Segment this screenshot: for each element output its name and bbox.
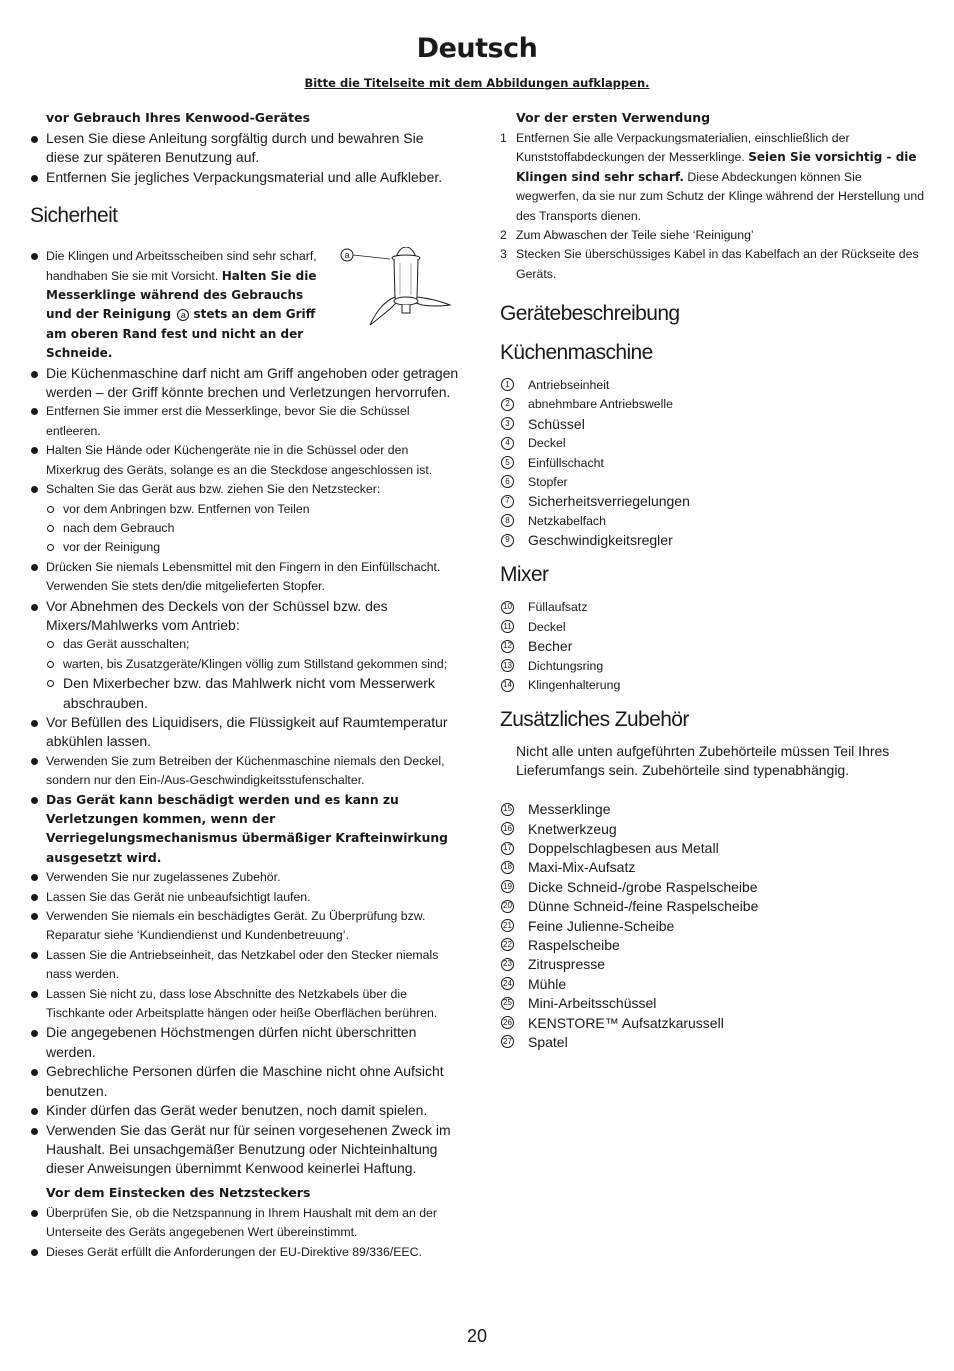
list-item bbox=[500, 637, 925, 656]
part-label: Netzkabelfach bbox=[528, 513, 606, 528]
list-item: Entfernen Sie immer erst die Messerklinge, bevor Sie die Schüssel entleeren. bbox=[30, 402, 460, 441]
page-title: Deutsch bbox=[416, 33, 538, 64]
list-item: Dieses Gerät erfüllt die Anforderungen der EU-Direktive 89/336/EEC. bbox=[30, 1243, 460, 1262]
part-label: Becher bbox=[528, 638, 573, 655]
list-item bbox=[500, 511, 925, 530]
blade-icon bbox=[340, 247, 460, 333]
part-number: 21 bbox=[501, 919, 514, 932]
list-item: Verwenden Sie zum Betreiben der Küchenmaschine niemals den Deckel, sondern nur den Ein-/Aus-Geschwindigkeitsstufenschalter. bbox=[30, 752, 460, 791]
part-number: 18 bbox=[501, 861, 514, 874]
list-item bbox=[30, 480, 460, 558]
sub-list-item: Den Mixerbecher bzw. das Mahlwerk nicht vom Messerwerk abschrauben. bbox=[46, 674, 460, 713]
list-item: Die Küchenmaschine darf nicht am Griff angehoben oder getragen werden – der Griff könnte brechen und Verletzungen hervorrufen. bbox=[30, 364, 460, 403]
list-item bbox=[500, 414, 925, 433]
list-item-bold: Das Gerät kann beschädigt werden und es kann zu Verletzungen kommen, wenn der Verriegelungsmechanismus übermäßiger Krafteinwirkung ausgesetzt wird. bbox=[30, 791, 460, 869]
list-item bbox=[500, 395, 925, 414]
part-number: 11 bbox=[501, 620, 514, 633]
mixer-parts bbox=[500, 598, 925, 695]
accessories-heading: Zusätzliches Zubehör bbox=[500, 707, 689, 731]
part-number: 16 bbox=[501, 822, 514, 835]
part-label: Stopfer bbox=[528, 474, 568, 489]
list-item bbox=[500, 1013, 925, 1032]
part-label: Mühle bbox=[528, 975, 567, 992]
safety-first-item bbox=[30, 247, 460, 363]
page-number: 20 bbox=[466, 1326, 488, 1346]
sub-list-item: vor der Reinigung bbox=[46, 538, 460, 557]
part-label: Deckel bbox=[528, 436, 566, 451]
list-item bbox=[500, 226, 925, 245]
left-column bbox=[30, 108, 460, 1262]
part-label: KENSTORE™ Aufsatzkarussell bbox=[528, 1014, 724, 1031]
part-label: Sicherheitsverriegelungen bbox=[528, 493, 690, 510]
part-label: Antriebseinheit bbox=[528, 377, 610, 392]
list-item bbox=[500, 472, 925, 491]
list-item: Überprüfen Sie, ob die Netzspannung in Ihrem Haushalt mit dem an der Unterseite des Geräts angegebenen Wert übereinstimmt. bbox=[30, 1204, 460, 1243]
part-number: 27 bbox=[501, 1035, 514, 1048]
item-text: Vor Abnehmen des Deckels von der Schüssel bzw. des Mixers/Mahlwerks vom Antrieb: bbox=[46, 597, 388, 633]
blade-illustration bbox=[340, 247, 460, 333]
list-item: Lesen Sie diese Anleitung sorgfältig durch und bewahren Sie diese zur späteren Benutzung auf. bbox=[30, 129, 460, 168]
list-item bbox=[500, 896, 925, 915]
step-text: Diese Abdeckungen können Sie wegwerfen, da sie nur zum Schutz der Klinge während der Herstellung und des Transports dienen. bbox=[516, 169, 925, 223]
mixer-heading: Mixer bbox=[500, 562, 549, 586]
list-item bbox=[500, 656, 925, 675]
illustration-label: a bbox=[344, 250, 350, 261]
step-bold-text: Seien Sie vorsichtig - die Klingen sind sehr scharf. bbox=[516, 150, 917, 184]
list-item: Entfernen Sie jegliches Verpackungsmaterial und alle Aufkleber. bbox=[30, 168, 460, 187]
list-item bbox=[500, 858, 925, 877]
safety-heading: Sicherheit bbox=[30, 204, 118, 228]
part-label: Knetwerkzeug bbox=[528, 820, 617, 837]
part-number: 22 bbox=[501, 938, 514, 951]
step-text: Entfernen Sie alle Verpackungsmaterialien, einschließlich der Kunststoffabdeckungen der Messerklinge. bbox=[516, 131, 850, 165]
marker-a: a bbox=[177, 309, 189, 321]
sub-list-item: nach dem Gebrauch bbox=[46, 519, 460, 538]
part-number: 25 bbox=[501, 997, 514, 1010]
item-bold-text: Halten Sie die Messerklinge während des Gebrauchs und der Reinigung bbox=[46, 268, 317, 322]
list-item bbox=[500, 935, 925, 954]
list-item: Verwenden Sie das Gerät nur für seinen vorgesehenen Zweck im Haushalt. Bei unsachgemäßer Benutzung oder Nichteinhaltung dieser Anweisungen übernimmt Kenwood keinerlei Haftung. bbox=[30, 1121, 460, 1179]
sub-list bbox=[46, 500, 460, 558]
part-label: Deckel bbox=[528, 619, 566, 634]
sub-list-item: warten, bis Zusatzgeräte/Klingen völlig zum Stillstand gekommen sind; bbox=[46, 655, 460, 674]
list-item bbox=[500, 877, 925, 896]
part-label: Mini-Arbeitsschüssel bbox=[528, 995, 657, 1012]
part-number: 7 bbox=[501, 495, 514, 508]
list-item bbox=[500, 375, 925, 394]
list-item bbox=[500, 492, 925, 511]
first-use-list bbox=[500, 129, 925, 284]
list-item bbox=[500, 617, 925, 636]
part-label: Doppelschlagbesen aus Metall bbox=[528, 840, 719, 856]
list-item: Die angegebenen Höchstmengen dürfen nicht überschritten werden. bbox=[30, 1023, 460, 1062]
item-text: Schalten Sie das Gerät aus bzw. ziehen Sie den Netzstecker: bbox=[46, 482, 381, 497]
item-text: Die Klingen und Arbeitsscheiben sind sehr scharf, handhaben Sie sie mit Vorsicht. bbox=[46, 249, 317, 283]
part-label: Raspelscheibe bbox=[528, 936, 620, 953]
part-label: Schüssel bbox=[528, 415, 585, 432]
part-number: 8 bbox=[501, 514, 514, 527]
part-number: 20 bbox=[501, 900, 514, 913]
list-item bbox=[500, 598, 925, 617]
part-number: 6 bbox=[501, 475, 514, 488]
before-use-heading: vor Gebrauch Ihres Kenwood-Gerätes bbox=[46, 110, 311, 125]
part-number: 26 bbox=[501, 1016, 514, 1029]
safety-list-first bbox=[30, 247, 330, 363]
accessories-parts bbox=[500, 800, 925, 1052]
list-item bbox=[30, 597, 460, 713]
sub-list-item: das Gerät ausschalten; bbox=[46, 635, 460, 654]
right-column bbox=[500, 108, 925, 1052]
part-number: 17 bbox=[501, 842, 514, 855]
step-number: 2 bbox=[500, 228, 507, 243]
safety-list-a bbox=[30, 364, 460, 403]
description-heading: Gerätebeschreibung bbox=[500, 302, 680, 326]
step-text: Stecken Sie überschüssiges Kabel in das Kabelfach an der Rückseite des Geräts. bbox=[516, 247, 919, 281]
list-item: Lassen Sie das Gerät nie unbeaufsichtigt laufen. bbox=[30, 888, 460, 907]
part-label: Füllaufsatz bbox=[528, 600, 588, 615]
part-label: Klingenhalterung bbox=[528, 678, 621, 693]
list-item bbox=[500, 530, 925, 549]
part-label: Einfüllschacht bbox=[528, 455, 604, 470]
food-processor-parts bbox=[500, 375, 925, 550]
list-item bbox=[500, 955, 925, 974]
part-label: Zitruspresse bbox=[528, 956, 606, 973]
list-item bbox=[500, 974, 925, 993]
list-item: Kinder dürfen das Gerät weder benutzen, noch damit spielen. bbox=[30, 1101, 460, 1120]
part-number: 5 bbox=[501, 456, 514, 469]
list-item bbox=[30, 247, 330, 363]
part-label: abnehmbare Antriebswelle bbox=[528, 397, 673, 412]
part-number: 3 bbox=[501, 417, 514, 430]
part-number: 15 bbox=[501, 803, 514, 816]
safety-list-e bbox=[30, 1023, 460, 1178]
part-label: Dichtungsring bbox=[528, 658, 604, 673]
list-item: Gebrechliche Personen dürfen die Maschine nicht ohne Aufsicht benutzen. bbox=[30, 1062, 460, 1101]
plug-in-heading: Vor dem Einstecken des Netzsteckers bbox=[46, 1184, 311, 1200]
list-item: Vor Befüllen des Liquidisers, die Flüssigkeit auf Raumtemperatur abkühlen lassen. bbox=[30, 713, 460, 752]
list-item bbox=[500, 838, 925, 857]
sub-list-item: vor dem Anbringen bzw. Entfernen von Teilen bbox=[46, 500, 460, 519]
part-number: 1 bbox=[501, 378, 514, 391]
part-label: Dünne Schneid-/feine Raspelscheibe bbox=[528, 898, 759, 915]
part-label: Geschwindigkeitsregler bbox=[528, 532, 673, 549]
part-number: 19 bbox=[501, 880, 514, 893]
part-number: 14 bbox=[501, 679, 514, 692]
part-label: Messerklinge bbox=[528, 801, 611, 818]
part-number: 24 bbox=[501, 977, 514, 990]
sub-list bbox=[46, 635, 460, 713]
safety-list-d bbox=[30, 752, 460, 1024]
item-bold-text: stets an dem Griff am oberen Rand fest und nicht an der Schneide. bbox=[46, 307, 316, 361]
list-item bbox=[500, 129, 925, 226]
list-item bbox=[500, 453, 925, 472]
part-number: 2 bbox=[501, 398, 514, 411]
safety-list-c bbox=[30, 597, 460, 752]
step-number: 1 bbox=[500, 131, 507, 145]
list-item bbox=[500, 819, 925, 838]
list-item bbox=[500, 916, 925, 935]
part-number: 23 bbox=[501, 958, 514, 971]
part-number: 13 bbox=[501, 659, 514, 672]
step-number: 3 bbox=[500, 247, 507, 262]
part-label: Dicke Schneid-/grobe Raspelscheibe bbox=[528, 878, 758, 895]
part-label: Maxi-Mix-Aufsatz bbox=[528, 859, 636, 876]
part-number: 4 bbox=[501, 437, 514, 450]
part-number: 10 bbox=[501, 601, 514, 614]
step-text: Zum Abwaschen der Teile siehe ‘Reinigung’ bbox=[516, 228, 754, 243]
list-item: Drücken Sie niemals Lebensmittel mit den Fingern in den Einfüllschacht. Verwenden Sie stets den/die mitgelieferten Stopfer. bbox=[30, 558, 460, 597]
first-use-heading: Vor der ersten Verwendung bbox=[516, 110, 711, 125]
list-item: Verwenden Sie niemals ein beschädigtes Gerät. Zu Überprüfung bzw. Reparatur siehe ‘Kundiendienst und Kundenbetreuung’. bbox=[30, 907, 460, 946]
list-item bbox=[500, 800, 925, 819]
part-label: Feine Julienne-Scheibe bbox=[528, 917, 675, 934]
food-processor-heading: Küchenmaschine bbox=[500, 341, 653, 365]
list-item bbox=[500, 245, 925, 284]
part-number: 9 bbox=[501, 534, 514, 547]
list-item bbox=[500, 993, 925, 1012]
list-item: Lassen Sie die Antriebseinheit, das Netzkabel oder den Stecker niemals nass werden. bbox=[30, 946, 460, 985]
list-item bbox=[500, 675, 925, 694]
accessories-intro: Nicht alle unten aufgeführten Zubehörteile müssen Teil Ihres Lieferumfangs sein. Zubehörteile sind typenabhängig. bbox=[516, 742, 890, 779]
list-item bbox=[500, 1032, 925, 1051]
part-label: Spatel bbox=[528, 1033, 568, 1050]
list-item: Lassen Sie nicht zu, dass lose Abschnitte des Netzkabels über die Tischkante oder Arbeitsplatte hängen oder heiße Oberflächen berühren. bbox=[30, 985, 460, 1024]
before-use-list bbox=[30, 129, 460, 187]
plug-in-list bbox=[30, 1204, 460, 1262]
list-item: Verwenden Sie nur zugelassenes Zubehör. bbox=[30, 868, 460, 887]
list-item: Halten Sie Hände oder Küchengeräte nie in die Schüssel oder den Mixerkrug des Geräts, solange es an die Steckdose angeschlossen ist. bbox=[30, 441, 460, 480]
part-number: 12 bbox=[501, 640, 514, 653]
safety-list-b bbox=[30, 402, 460, 596]
list-item bbox=[500, 433, 925, 452]
page-subtitle: Bitte die Titelseite mit dem Abbildungen aufklappen. bbox=[304, 76, 650, 90]
